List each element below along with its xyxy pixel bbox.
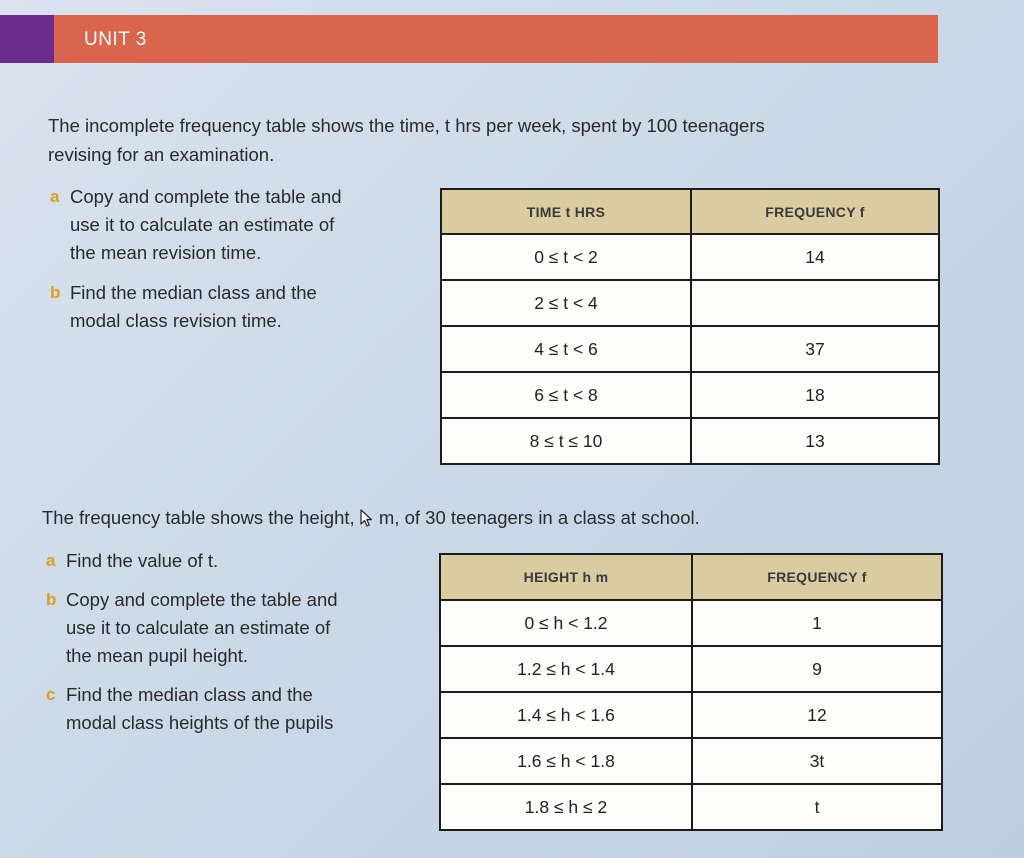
section2-question-a (46, 547, 219, 575)
section1-intro (48, 111, 765, 169)
section1-question-b (50, 279, 317, 335)
question-line: Find the median class and the (66, 684, 313, 705)
frequency-cell: 9 (692, 646, 942, 692)
mouse-pointer-icon (360, 506, 374, 524)
question-line: the mean revision time. (70, 242, 262, 263)
frequency-cell: t (692, 784, 942, 830)
frequency-cell: 3t (692, 738, 942, 784)
question-letter: a (46, 551, 56, 570)
table-row (440, 738, 942, 784)
frequency-cell: 37 (691, 326, 939, 372)
frequency-cell: 12 (692, 692, 942, 738)
frequency-cell-empty (691, 280, 939, 326)
section1-question-a (50, 183, 342, 267)
column-header: FREQUENCY f (691, 189, 939, 234)
unit-label: UNIT 3 (84, 29, 147, 50)
column-header: HEIGHT h m (440, 554, 692, 600)
question-letter: a (50, 187, 60, 206)
question-letter: c (46, 685, 56, 704)
question-line: use it to calculate an estimate of (66, 617, 331, 638)
class-interval-cell: 0 ≤ h < 1.2 (440, 600, 692, 646)
question-letter: b (50, 283, 61, 302)
table-row (440, 646, 942, 692)
question-line: Copy and complete the table and (66, 589, 338, 610)
section2-intro-after: m, of 30 teenagers in a class at school. (378, 507, 700, 528)
class-interval-cell: 1.4 ≤ h < 1.6 (440, 692, 692, 738)
class-interval-cell: 1.2 ≤ h < 1.4 (440, 646, 692, 692)
class-interval-cell: 6 ≤ t < 8 (441, 372, 691, 418)
frequency-cell: 18 (691, 372, 939, 418)
question-line: modal class revision time. (70, 310, 282, 331)
table-row (441, 372, 939, 418)
column-header: FREQUENCY f (692, 554, 942, 600)
question-line: the mean pupil height. (66, 645, 249, 666)
class-interval-cell: 8 ≤ t ≤ 10 (441, 418, 691, 464)
table-row (440, 692, 942, 738)
section2-question-c (46, 681, 334, 737)
frequency-cell: 1 (692, 600, 942, 646)
class-interval-cell: 0 ≤ t < 2 (441, 234, 691, 280)
table-row (440, 784, 942, 830)
table-row (441, 326, 939, 372)
question-line: modal class heights of the pupils (66, 712, 334, 733)
question-line: use it to calculate an estimate of (70, 214, 335, 235)
table-row (441, 418, 939, 464)
class-interval-cell: 4 ≤ t < 6 (441, 326, 691, 372)
section2-question-b (46, 586, 338, 670)
question-line: Copy and complete the table and (70, 186, 342, 207)
class-interval-cell: 1.6 ≤ h < 1.8 (440, 738, 692, 784)
table-row (441, 280, 939, 326)
class-interval-cell: 2 ≤ t < 4 (441, 280, 691, 326)
question-line: Find the median class and the (70, 282, 317, 303)
unit-header-bar (0, 15, 938, 63)
time-frequency-table (440, 188, 940, 465)
section2-intro (42, 503, 700, 532)
column-header: TIME t HRS (441, 189, 691, 234)
height-frequency-table (439, 553, 943, 831)
question-letter: b (46, 590, 57, 609)
unit-color-tab (0, 15, 54, 63)
section1-intro-line2: revising for an examination. (48, 144, 275, 165)
table-header-row (441, 189, 939, 234)
section1-intro-line1: The incomplete frequency table shows the time, t hrs per week, spent by 100 teenagers (48, 115, 765, 136)
table-header-row (440, 554, 942, 600)
unit-banner (54, 15, 938, 63)
table-row (440, 600, 942, 646)
frequency-cell: 14 (691, 234, 939, 280)
question-line: Find the value of t. (66, 550, 219, 571)
class-interval-cell: 1.8 ≤ h ≤ 2 (440, 784, 692, 830)
frequency-cell: 13 (691, 418, 939, 464)
section2-intro-before: The frequency table shows the height, (42, 507, 355, 528)
table-row (441, 234, 939, 280)
